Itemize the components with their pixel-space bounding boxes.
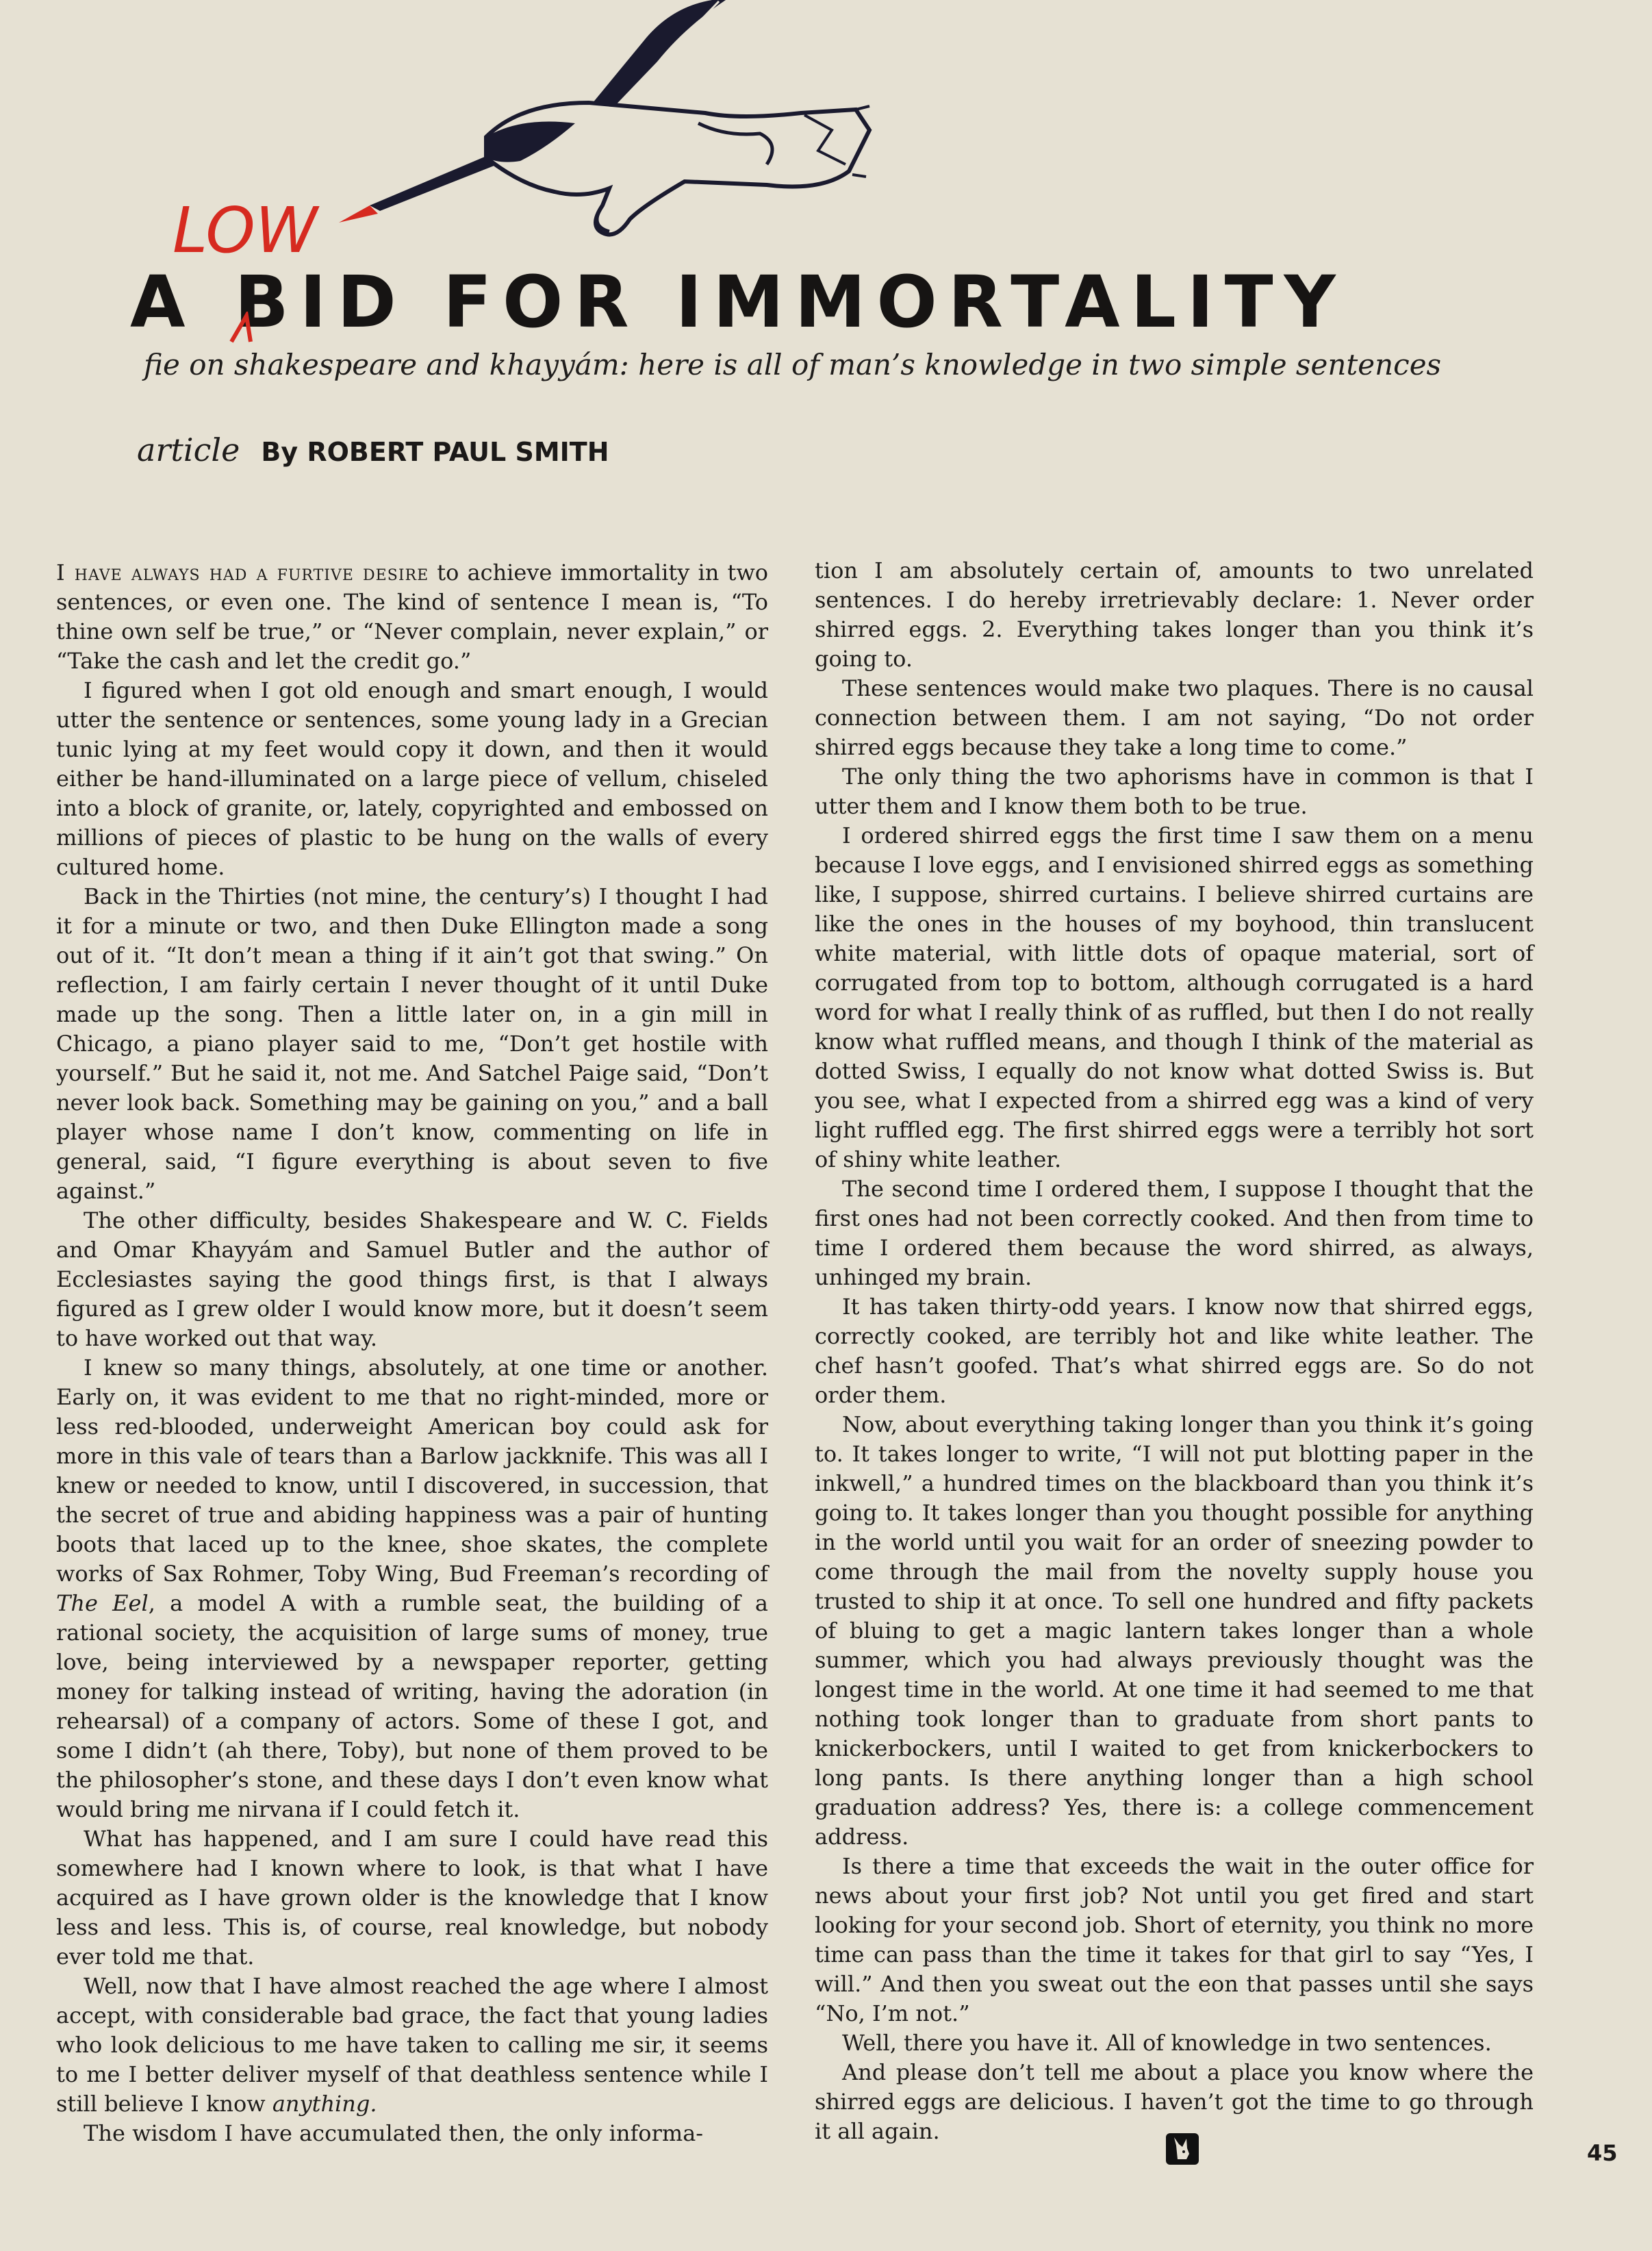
byline (137, 431, 609, 468)
paragraph: Is there a time that exceeds the wait in the outer office for news about your first job? Not until you get fired and start looking for your second job. Short of eternity, you think no more time can pass than the time it takes for that girl to say “Yes, I will.” And then you sweat out the eon that passes until she says “No, I’m not.” (815, 1853, 1534, 2026)
paragraph: The wisdom I have accumulated then, the only informa- (84, 2120, 704, 2146)
page-number: 45 (1587, 2140, 1618, 2166)
article-column-left (56, 558, 768, 2148)
paragraph: The other difficulty, besides Shakespeare and W. C. Fields and Omar Khayyám and Samuel Butler and the author of Ecclesiastes saying the good things first, is that I always figured as I grew older I would know more, but it doesn’t seem to have worked out that way. (56, 1207, 768, 1351)
paragraph: I ordered shirred eggs the first time I saw them on a menu because I love eggs, and I envisioned shirred eggs as something like, I suppose, shirred curtains. I believe shirred curtains are like the ones in the houses of my boyhood, thin translucent white material, with little dots of opaque material, sort of corrugated from top to bottom, although corrugated is a hard word for what I really think of as ruffled, but then I do not really know what ruffled means, and though I think of the material as dotted Swiss, I equally do not know what dotted Swiss is. But you see, what I expected from a shirred egg was a kind of very light ruffled egg. The first shirred eggs were a terribly hot sort of shiny white leather. (815, 822, 1534, 1172)
paragraph: These sentences would make two plaques. There is no causal connection between them. I am not saying, “Do not order shirred eggs because they take a long time to come.” (815, 675, 1534, 760)
pen-tip (339, 205, 378, 223)
paragraph: What has happened, and I am sure I could have read this somewhere had I known where to look, is that what I have acquired as I have grown older is the knowledge that I know less and less. This is, of course, real knowledge, but nobody ever told me that. (56, 1826, 768, 1970)
article-kind: article (137, 431, 240, 468)
paragraph: The only thing the two aphorisms have in common is that I utter them and I know them both to be true. (815, 764, 1534, 819)
hand-with-pen-illustration (164, 0, 890, 260)
paragraph: Back in the Thirties (not mine, the century’s) I thought I had it for a minute or two, and then Duke Ellington made a song out of it. “It don’t mean a thing if it ain’t got that swing.” On reflection, I am fairly certain I never thought of it until Duke made up the song. Then a little later on, in a gin mill in Chicago, a piano player said to me, “Don’t get hostile with yourself.” But he said it, not me. And Satchel Paige said, “Don’t never look back. Something may be gaining on you,” and a ball player whose name I don’t know, commenting on life in general, said, “I figure everything is about seven to five against.” (56, 883, 768, 1204)
paragraph: It has taken thirty-odd years. I know now that shirred eggs, correctly cooked, are terribly hot and like white leather. The chef hasn’t goofed. That’s what shirred eggs are. So do not order them. (815, 1294, 1534, 1408)
paragraph: And please don’t tell me about a place you know where the shirred eggs are delicious. I haven’t got the time to go through it all again. (815, 2059, 1534, 2144)
paragraph: Now, about everything taking longer than you think it’s going to. It takes longer to write, “I will not put blotting paper in the inkwell,” a hundred times on the blackboard than you think it’s going to. It takes longer than you thought possible for anything in the world until you wait for an order of sneezing powder to come through the mail from the novelty supply house you trusted to ship it at once. To sell one hundred and fifty packets of bluing to get a magic lantern takes longer than a whole summer, which you had always previously thought was the longest time in the world. At one time it had seemed to me that nothing took longer than to graduate from short pants to knickerbockers, until I waited to get from knickerbockers to long pants. Is there anything longer than a high school graduation address? Yes, there is: a college commencement address. (815, 1411, 1534, 1850)
subtitle: fie on shakespeare and khayyám: here is all of man’s knowledge in two simple sentences (144, 348, 1442, 381)
paragraph: tion I am absolutely certain of, amounts to two unrelated sentences. I do hereby irretrievably declare: 1. Never order shirred eggs. 2. Everything takes longer than you think it’s going to. (815, 557, 1534, 672)
paragraph: The second time I ordered them, I suppose I thought that the first ones had not been correctly cooked. And then from time to time I ordered them because the word shirred, as always, unhinged my brain. (815, 1176, 1534, 1290)
caret-icon (226, 312, 267, 346)
page-title (130, 260, 1347, 344)
lead-in: I have always had a furtive desire (56, 559, 429, 586)
article-column-right (815, 556, 1534, 2146)
emphasis: anything. (272, 2091, 377, 2117)
rabbit-head-icon (1166, 2133, 1199, 2165)
paragraph: Well, now that I have almost reached the age where I almost accept, with considerable bad grace, the fact that young ladies who look delicious to me have taken to calling me sir, it seems to me I better deliver myself of that deathless sentence while I still believe I know anything. (56, 1973, 768, 2117)
handwritten-low: LOW (173, 194, 318, 260)
title-a: A (130, 260, 196, 344)
author: By ROBERT PAUL SMITH (261, 437, 609, 467)
paragraph: I knew so many things, absolutely, at one time or another. Early on, it was evident to me that no right-minded, more or less red-blooded, underweight American boy could ask for more in this vale of tears than a Barlow jackknife. This was all I knew or needed to know, until I discovered, in succession, that the secret of true and abiding happiness was a pair of hunting boots that laced up to the knee, shoe skates, the complete works of Sax Rohmer, Toby Wing, Bud Freeman’s recording of The Eel, a model A with a rumble seat, the building of a rational society, the acquisition of large sums of money, true love, being interviewed by a newspaper reporter, getting money for talking instead of writing, having the adoration (in rehearsal) of a company of actors. Some of these I got, and some I didn’t (ah there, Toby), but none of them proved to be the philosopher’s stone, and these days I don’t even know what would bring me nirvana if I could fetch it. (56, 1355, 769, 1822)
paragraph: I have always had a furtive desire to achieve immortality in two sentences, or even one. The kind of sentence I mean is, “To thine own self be true,” or “Never complain, never explain,” or “Take the cash and let the credit go.” (56, 559, 768, 674)
record-title: The Eel (56, 1590, 149, 1616)
paragraph: I figured when I got old enough and smart enough, I would utter the sentence or sentences, some young lady in a Grecian tunic lying at my feet would copy it down, and then it would either be hand-illuminated on a large piece of vellum, chiseled into a block of granite, or, lately, copyrighted and embossed on millions of pieces of plastic to be hung on the walls of every cultured home. (56, 677, 768, 880)
title-rest: BID FOR IMMORTALITY (234, 260, 1347, 344)
paragraph: Well, there you have it. All of knowledge in two sentences. (842, 2030, 1492, 2056)
